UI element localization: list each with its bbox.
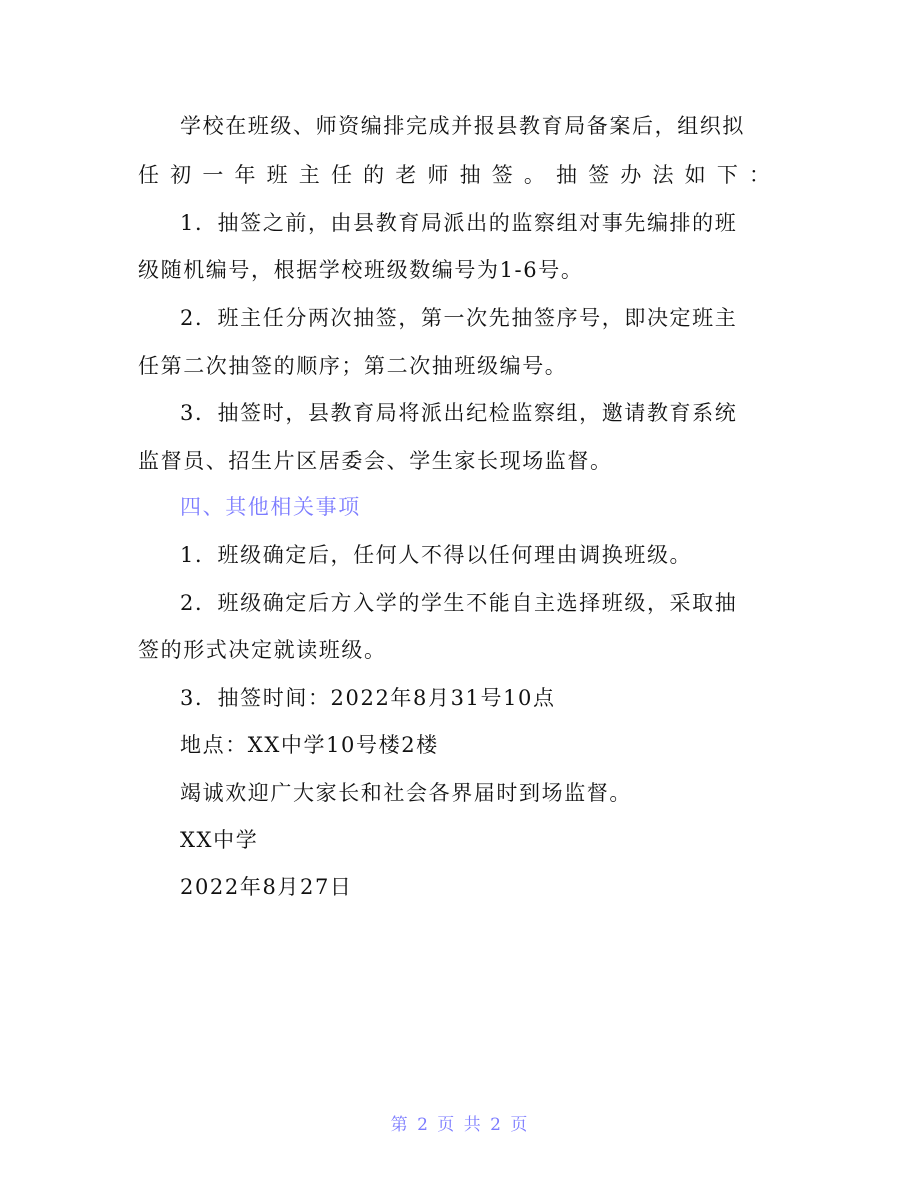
list-item-line: 级随机编号，根据学校班级数编号为1-6号。 [138,258,584,282]
list-item-line: 任第二次抽签的顺序；第二次抽班级编号。 [138,354,568,378]
section-heading: 四、其他相关事项 [180,495,361,519]
list-item-line: 3．抽签时，县教育局将派出纪检监察组，邀请教育系统 [180,401,738,425]
list-item-line: 2．班级确定后方入学的学生不能自主选择班级，采取抽 [180,591,738,615]
invitation-line: 竭诚欢迎广大家长和社会各界届时到场监督。 [180,781,632,805]
list-item-line: 3．抽签时间：2022年8月31号10点 [180,686,556,710]
paragraph-line: 任初一年班主任的老师抽签。抽签办法如下： [138,163,770,187]
list-item-line: 1．抽签之前，由县教育局派出的监察组对事先编排的班 [180,211,738,235]
list-item-line: 签的形式决定就读班级。 [138,638,387,662]
page-number-footer: 第 2 页 共 2 页 [390,1115,530,1135]
location-line: 地点：XX中学10号楼2楼 [180,733,439,757]
paragraph-line: 学校在班级、师资编排完成并报县教育局备案后，组织拟 [180,114,745,138]
signature-date: 2022年8月27日 [180,875,353,899]
list-item-line: 监督员、招生片区居委会、学生家长现场监督。 [138,449,613,473]
signature-organization: XX中学 [180,828,259,852]
list-item-line: 2．班主任分两次抽签，第一次先抽签序号，即决定班主 [180,306,738,330]
list-item-line: 1．班级确定后，任何人不得以任何理由调换班级。 [180,543,693,567]
